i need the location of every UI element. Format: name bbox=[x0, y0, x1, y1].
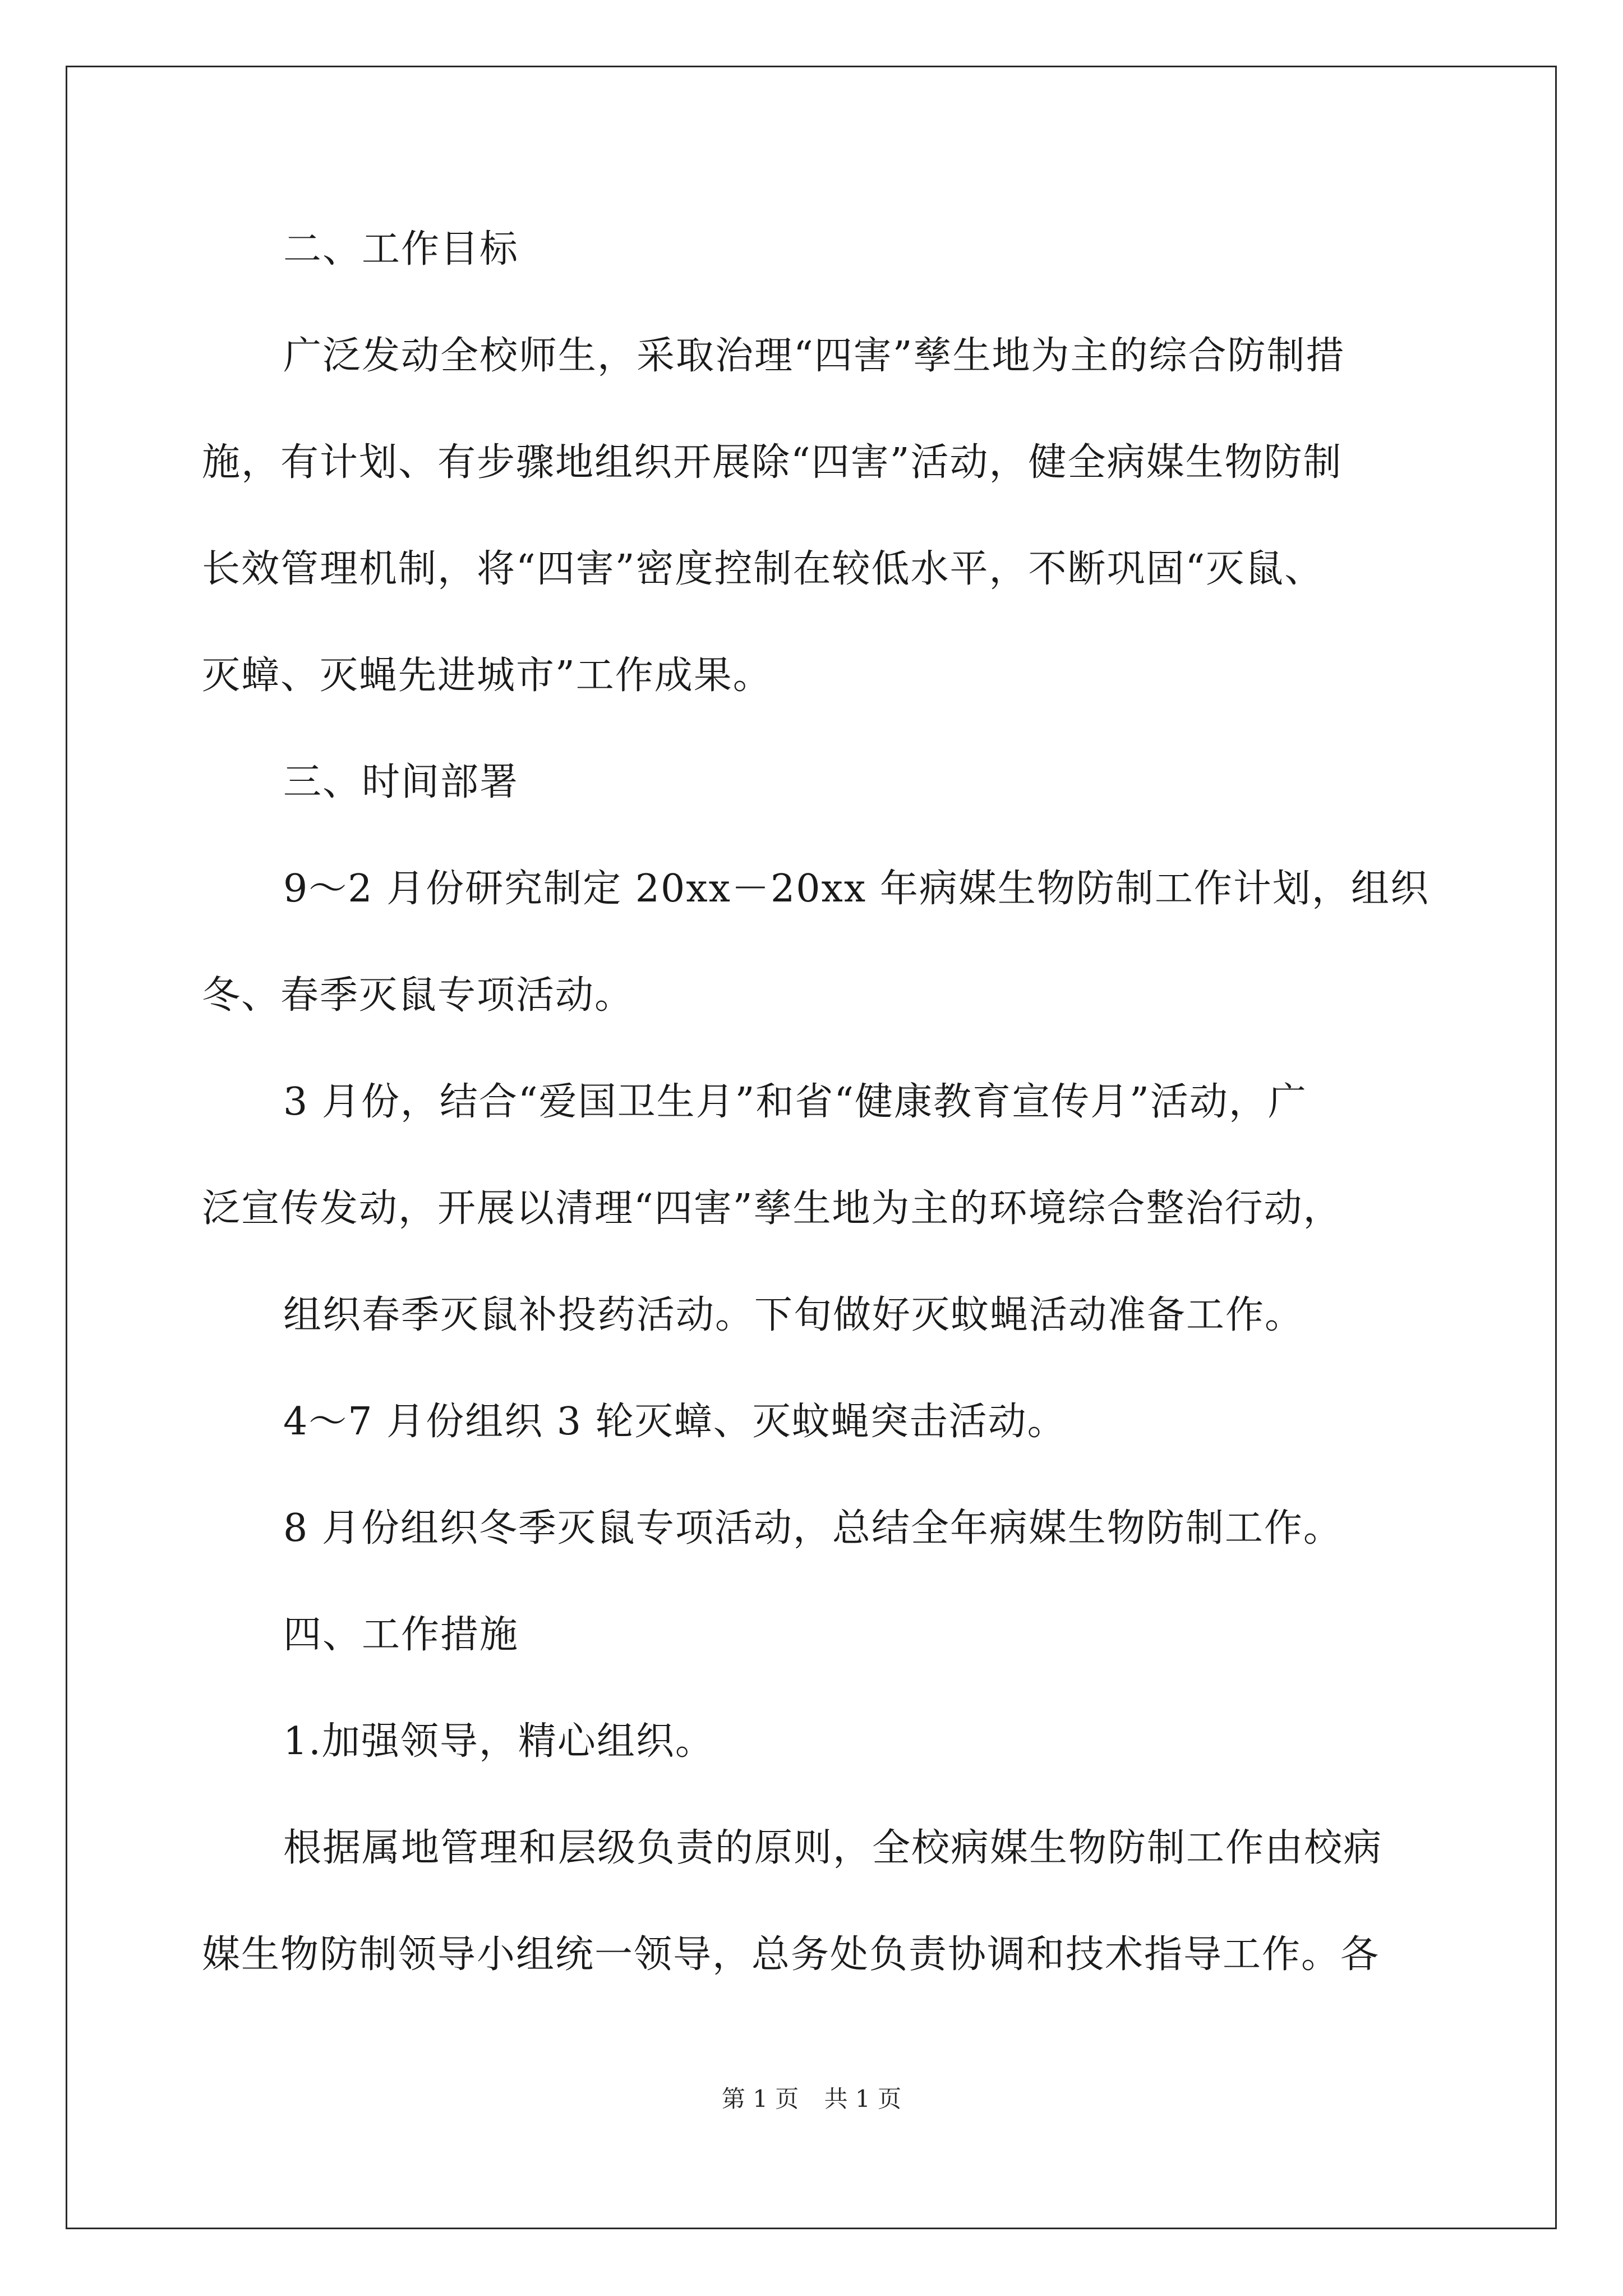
page-total: 共 1 页 bbox=[824, 2085, 902, 2113]
page-footer bbox=[0, 2082, 1623, 2116]
paragraph-line: 4～7 月份组织 3 轮灭蟑、灭蚊蝇突击活动。 bbox=[283, 1400, 1067, 1444]
paragraph-line: 8 月份组织冬季灭鼠专项活动，总结全年病媒生物防制工作。 bbox=[283, 1506, 1343, 1550]
paragraph-line: 冬、春季灭鼠专项活动。 bbox=[202, 973, 634, 1018]
paragraph-line: 泛宣传发动，开展以清理“四害”孳生地为主的环境综合整治行动， bbox=[202, 1186, 1343, 1231]
page-border bbox=[66, 66, 1557, 2229]
paragraph-line: 3 月份，结合“爱国卫生月”和省“健康教育宣传月”活动，广 bbox=[283, 1080, 1307, 1124]
section-heading-measures: 四、工作措施 bbox=[283, 1613, 519, 1657]
page-number: 第 1 页 bbox=[721, 2085, 799, 2113]
paragraph-line: 组织春季灭鼠补投药活动。下旬做好灭蚊蝇活动准备工作。 bbox=[283, 1293, 1304, 1337]
section-heading-schedule: 三、时间部署 bbox=[283, 760, 519, 804]
paragraph-line: 灭蟑、灭蝇先进城市”工作成果。 bbox=[202, 654, 772, 698]
paragraph-line: 9～2 月份研究制定 20xx－20xx 年病媒生物防制工作计划，组织 bbox=[283, 867, 1430, 911]
paragraph-line: 根据属地管理和层级负责的原则，全校病媒生物防制工作由校病 bbox=[283, 1826, 1383, 1870]
paragraph-line: 施，有计划、有步骤地组织开展除“四害”活动，健全病媒生物防制 bbox=[202, 440, 1343, 485]
subheading-line: 1.加强领导，精心组织。 bbox=[283, 1719, 714, 1764]
paragraph-line: 长效管理机制，将“四害”密度控制在较低水平，不断巩固“灭鼠、 bbox=[202, 547, 1324, 591]
paragraph-line: 广泛发动全校师生，采取治理“四害”孳生地为主的综合防制措 bbox=[283, 334, 1345, 378]
section-heading-goals: 二、工作目标 bbox=[283, 227, 519, 272]
paragraph-line: 媒生物防制领导小组统一领导，总务处负责协调和技术指导工作。各 bbox=[202, 1932, 1380, 1977]
